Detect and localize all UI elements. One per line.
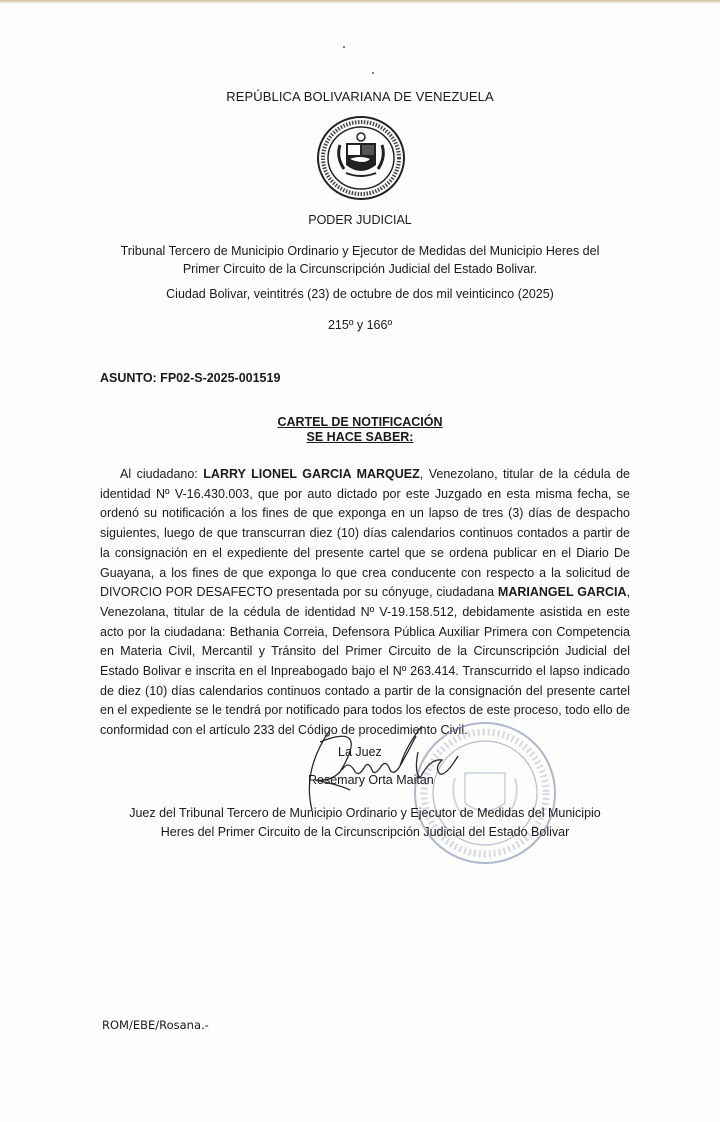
notified-party-name: LARRY LIONEL GARCIA MARQUEZ xyxy=(203,467,420,481)
judge-title-line-2: Heres del Primer Circuito de la Circunscripción Judicial del Estado Bolivar xyxy=(160,825,570,839)
judge-title xyxy=(100,804,630,842)
notice-title: CARTEL DE NOTIFICACIÓN xyxy=(277,415,443,429)
body-part-3: , Venezolana, titular de la cédula de identidad Nº V-19.158.512, debidamente asistida en este acto por la ciudadana: Bethania Correia, Defensora Pública Auxiliar Primera con Competencia en Materia Civil, Mercantil y Tránsito del Primer Circuito de la Circunscripción Judicial del Estado Bolivar e inscrita en el Inpreabogado bajo el Nº 263.414. Transcurrido el lapso indicado de diez (10) días calendarios continuos contado a partir de la consignación del presente cartel en el expediente se le tendrá por notificado para todos los efectos de este proceso, todo ello de conformidad con el artículo 233 del Código de procedimiento Civil. xyxy=(100,585,630,738)
page-top-edge xyxy=(0,0,720,3)
era-years: 215º y 166º xyxy=(327,318,393,332)
branch-title: PODER JUDICIAL xyxy=(308,213,412,227)
judge-name: Rosemary Orta Maitan xyxy=(308,773,434,787)
notice-body xyxy=(100,465,630,741)
judge-title-line-1: Juez del Tribunal Tercero de Municipio Ordinario y Ejecutor de Medidas del Municipio xyxy=(129,806,601,820)
judge-signature-icon xyxy=(290,722,490,812)
notice-heading xyxy=(250,415,470,445)
notice-subtitle: SE HACE SABER: xyxy=(306,430,414,444)
document-date: Ciudad Bolivar, veintitrés (23) de octubre de dos mil veinticinco (2025) xyxy=(166,287,554,301)
tribunal-line-2: Primer Circuito de la Circunscripción Judicial del Estado Bolivar. xyxy=(182,262,538,276)
tribunal-name xyxy=(100,242,620,278)
tribunal-line-1: Tribunal Tercero de Municipio Ordinario y Ejecutor de Medidas del Municipio Heres del xyxy=(120,244,600,258)
case-number: ASUNTO: FP02-S-2025-001519 xyxy=(100,371,281,385)
drafting-initials: ROM/EBE/Rosana.- xyxy=(102,1018,209,1032)
body-part-1: Al ciudadano: xyxy=(120,467,204,481)
body-part-2: , Venezolano, titular de la cédula de identidad Nº V-16.430.003, que por auto dictado por este Juzgado en esta misma fecha, se ordenó su notificación a los fines de que exponga en un lapso de tres (3) días de despacho siguientes, luego de que transcurran diez (10) días calendarios continuos contados a partir de la consignación en el expediente del presente cartel que se ordena publicar en el Diario De Guayana, a los fines de que exponga lo que crea conducente con respecto a la solicitud de DIVORCIO POR DESAFECTO presentada por su cónyuge, ciudadana xyxy=(100,467,630,600)
judge-role: La Juez xyxy=(338,745,382,759)
coat-of-arms-seal-icon xyxy=(316,115,406,201)
petitioner-name: MARIANGEL GARCIA xyxy=(497,585,627,600)
speck xyxy=(343,46,345,48)
speck xyxy=(372,72,374,74)
country-header: REPÚBLICA BOLIVARIANA DE VENEZUELA xyxy=(226,89,494,104)
